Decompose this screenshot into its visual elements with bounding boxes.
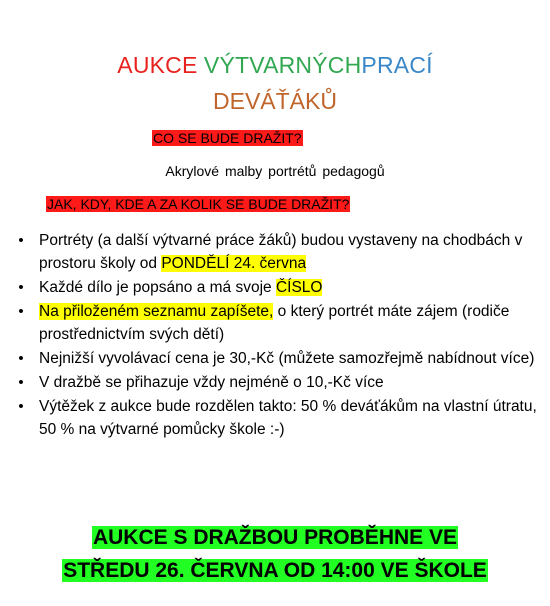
title-word-praci: PRACÍ bbox=[361, 52, 433, 78]
list-item bbox=[14, 300, 539, 346]
heading-what: CO SE BUDE DRAŽIT? bbox=[153, 130, 302, 146]
bullet-icon: • bbox=[18, 374, 24, 391]
list-item bbox=[14, 229, 539, 275]
bullet-icon: • bbox=[18, 232, 24, 249]
item-highlight: PONDĚLÍ 24. června bbox=[161, 255, 307, 272]
list-item bbox=[14, 276, 539, 299]
info-list bbox=[14, 229, 539, 442]
item-text: Každé dílo je popsáno a má svoje bbox=[39, 279, 276, 296]
subtitle: Akrylové malby portrétů pedagogů bbox=[165, 163, 385, 179]
item-text: Nejnižší vyvolávací cena je 30,-Kč (můžete samozřejmě nabídnout více) bbox=[39, 350, 535, 367]
list-item bbox=[14, 371, 539, 394]
closing-line-1: AUKCE S DRAŽBOU PROBĚHNE VE bbox=[92, 526, 458, 549]
title-line-2: DEVÁŤÁKŮ bbox=[213, 88, 337, 114]
item-text: o který portrét máte zájem (rodiče prostřednictvím svých dětí) bbox=[39, 303, 510, 343]
bullet-icon: • bbox=[18, 303, 24, 320]
bullet-icon: • bbox=[18, 279, 24, 296]
heading-how: JAK, KDY, KDE A ZA KOLIK SE BUDE DRAŽIT? bbox=[47, 196, 350, 212]
closing-announcement bbox=[0, 521, 550, 587]
item-text: Výtěžek z aukce bude rozdělen takto: 50 % deváťákům na vlastní útratu, 50 % na výtvarné pomůcky škole :-) bbox=[39, 398, 537, 438]
list-item bbox=[14, 347, 539, 370]
bullet-icon: • bbox=[18, 350, 24, 367]
item-text: Portréty (a další výtvarné práce žáků) budou vystaveny na chodbách v prostoru školy od bbox=[39, 232, 523, 272]
title-word-aukce: AUKCE bbox=[117, 52, 198, 78]
title-line-1 bbox=[0, 52, 550, 79]
bullet-icon: • bbox=[18, 398, 24, 415]
list-item bbox=[14, 395, 539, 441]
item-text: V dražbě se přihazuje vždy nejméně o 10,-Kč více bbox=[39, 374, 384, 391]
item-highlight: ČÍSLO bbox=[275, 279, 323, 296]
item-highlight: Na přiloženém seznamu zapíšete, bbox=[39, 303, 274, 320]
title-word-vytvarnych: VÝTVARNÝCH bbox=[203, 52, 362, 78]
closing-line-2: STŘEDU 26. ČERVNA OD 14:00 VE ŠKOLE bbox=[63, 559, 487, 582]
